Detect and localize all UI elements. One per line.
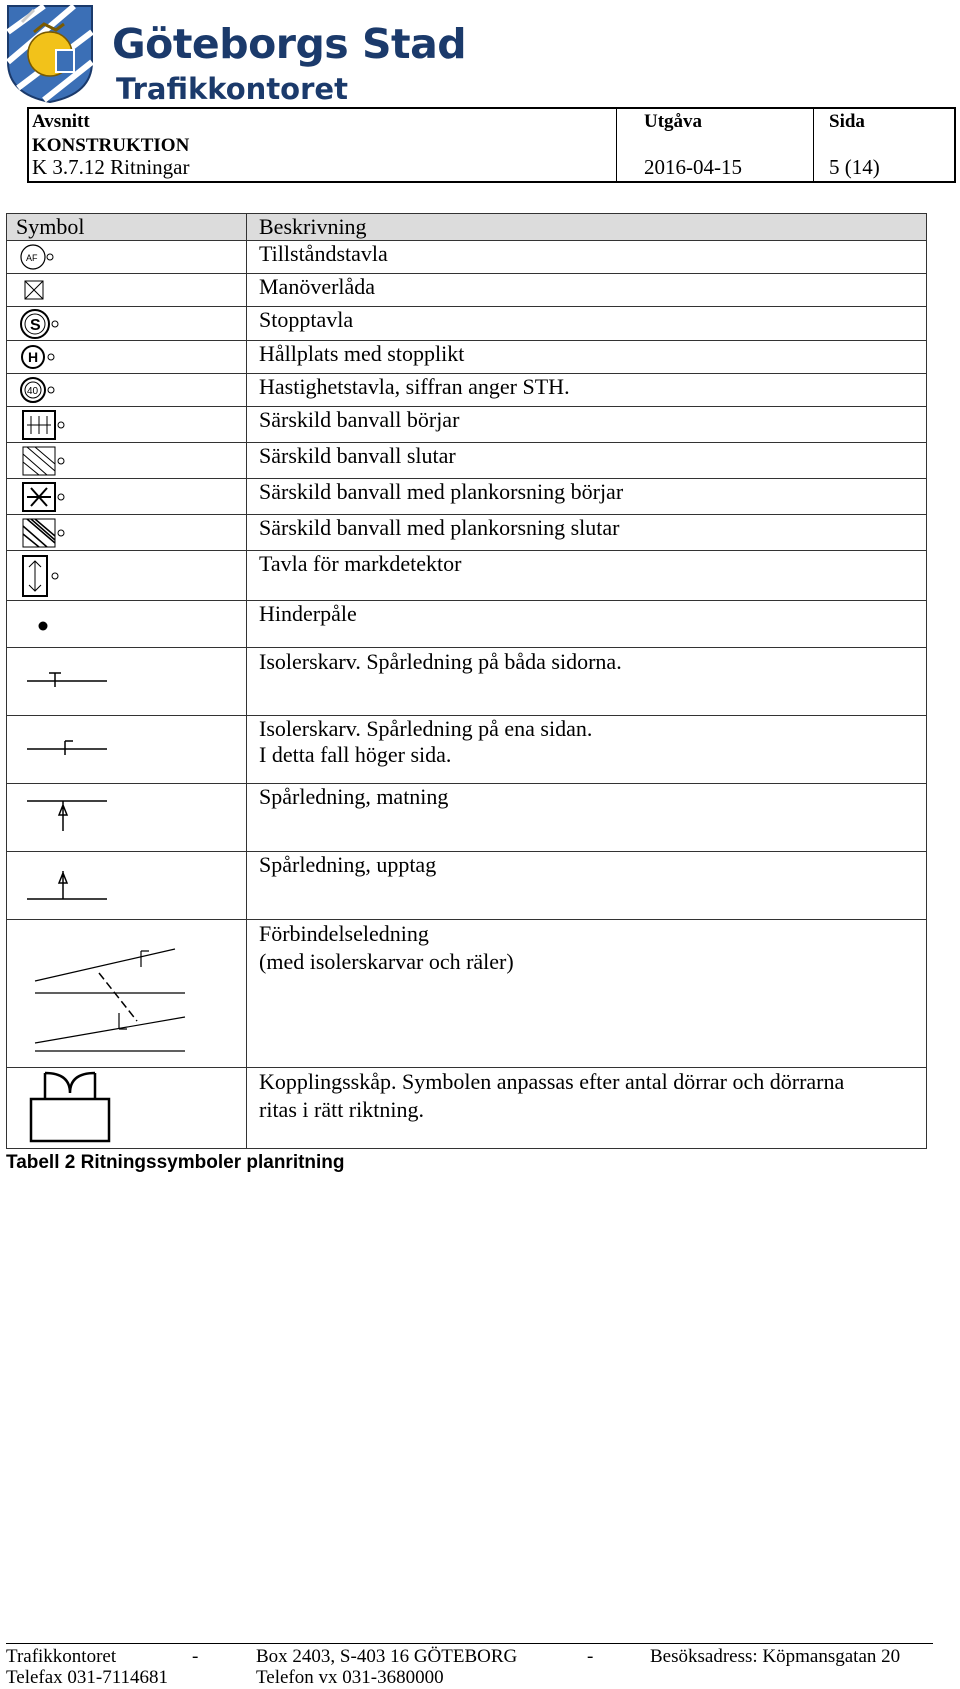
- row-description: Särskild banvall med plankorsning börjar: [247, 479, 927, 515]
- row-description: Isolerskarv. Spårledning på ena sidan.: [259, 716, 593, 741]
- row-description: Isolerskarv. Spårledning på båda sidorna.: [247, 648, 927, 716]
- dot-icon: [17, 602, 77, 646]
- table-row: [7, 374, 927, 407]
- row-description: Särskild banvall slutar: [247, 443, 927, 479]
- detector-sign-icon: [17, 552, 77, 600]
- track-end-icon: [17, 444, 77, 478]
- column-header-symbol: Symbol: [7, 214, 247, 241]
- footer-separator: -: [192, 1646, 199, 1667]
- table-row: [7, 515, 927, 551]
- goteborg-crest-icon: [4, 2, 96, 104]
- row-description: Hastighetstavla, siffran anger STH.: [247, 374, 927, 407]
- row-description-line2: (med isolerskarvar och räler): [259, 949, 514, 974]
- svg-text:S: S: [30, 317, 41, 334]
- af-circle-icon: [17, 242, 77, 272]
- stop-sign-icon: [17, 308, 77, 340]
- row-description: Tavla för markdetektor: [247, 551, 927, 601]
- track-start-icon: [17, 408, 77, 442]
- footer-separator: -: [587, 1646, 594, 1667]
- table-caption: Tabell 2 Ritningssymboler planritning: [6, 1152, 345, 1173]
- connection-line-icon: [17, 921, 197, 1065]
- table-header-row: [7, 214, 927, 241]
- speed-sign-icon: [17, 375, 77, 405]
- edition-label: Utgåva: [644, 111, 703, 132]
- table-row: [7, 443, 927, 479]
- table-row: [7, 1068, 927, 1149]
- row-description: Förbindelseledning: [259, 921, 429, 946]
- track-pickup-icon: [17, 853, 117, 917]
- crossed-box-icon: [17, 275, 77, 305]
- crossing-end-icon: [17, 516, 77, 550]
- table-row: [7, 648, 927, 716]
- table-row: [7, 407, 927, 443]
- row-description: Stopptavla: [247, 307, 927, 341]
- row-description: Tillståndstavla: [247, 241, 927, 274]
- row-description: Spårledning, upptag: [247, 852, 927, 920]
- row-description: Kopplingsskåp. Symbolen anpassas efter antal dörrar och dörrarna: [259, 1069, 845, 1094]
- insulated-joint-one-icon: [17, 717, 117, 781]
- edition-value: 2016-04-15: [644, 155, 742, 179]
- cabinet-icon: [17, 1069, 127, 1147]
- footer-divider: [6, 1643, 933, 1644]
- section-column: [32, 109, 189, 181]
- column-header-description: Beskrivning: [247, 214, 927, 241]
- symbol-table: [6, 213, 927, 1149]
- svg-text:H: H: [28, 349, 39, 365]
- svg-text:AF: AF: [26, 253, 38, 263]
- department-name: Trafikkontoret: [116, 72, 348, 106]
- document-header: [27, 107, 956, 183]
- footer-phone: Telefon vx 031-3680000: [256, 1667, 444, 1688]
- section-label: Avsnitt: [32, 111, 90, 132]
- footer-fax: Telefax 031-7114681: [6, 1667, 169, 1688]
- table-row: [7, 241, 927, 274]
- track-feed-icon: [17, 785, 117, 849]
- brand-name: Göteborgs Stad: [112, 20, 467, 68]
- section-value: KONSTRUKTION: [32, 135, 190, 156]
- table-row: [7, 920, 927, 1068]
- table-row: [7, 479, 927, 515]
- row-description: Särskild banvall med plankorsning slutar: [247, 515, 927, 551]
- footer-visit-address: Besöksadress: Köpmansgatan 20: [650, 1646, 901, 1667]
- page-value: 5 (14): [829, 155, 880, 179]
- table-row: [7, 274, 927, 307]
- footer-address: Box 2403, S-403 16 GÖTEBORG: [256, 1646, 518, 1667]
- row-description: Spårledning, matning: [247, 784, 927, 852]
- crossing-start-icon: [17, 480, 77, 514]
- row-description-line2: I detta fall höger sida.: [259, 742, 452, 767]
- table-row: [7, 307, 927, 341]
- row-description: Manöverlåda: [247, 274, 927, 307]
- row-description: Hinderpåle: [247, 601, 927, 648]
- table-row: [7, 601, 927, 648]
- row-description: Särskild banvall börjar: [247, 407, 927, 443]
- h-sign-icon: [17, 342, 77, 372]
- table-row: [7, 551, 927, 601]
- table-row: [7, 852, 927, 920]
- svg-text:40: 40: [27, 386, 39, 397]
- table-row: [7, 784, 927, 852]
- section-detail: K 3.7.12 Ritningar: [32, 155, 190, 179]
- page-column: [813, 109, 880, 181]
- page-label: Sida: [829, 111, 865, 132]
- edition-column: [616, 109, 814, 181]
- row-description: Hållplats med stopplikt: [247, 341, 927, 374]
- table-row: [7, 716, 927, 784]
- table-row: [7, 341, 927, 374]
- footer-org: Trafikkontoret: [6, 1646, 117, 1667]
- insulated-joint-both-icon: [17, 649, 117, 713]
- row-description-line2: ritas i rätt riktning.: [259, 1097, 424, 1122]
